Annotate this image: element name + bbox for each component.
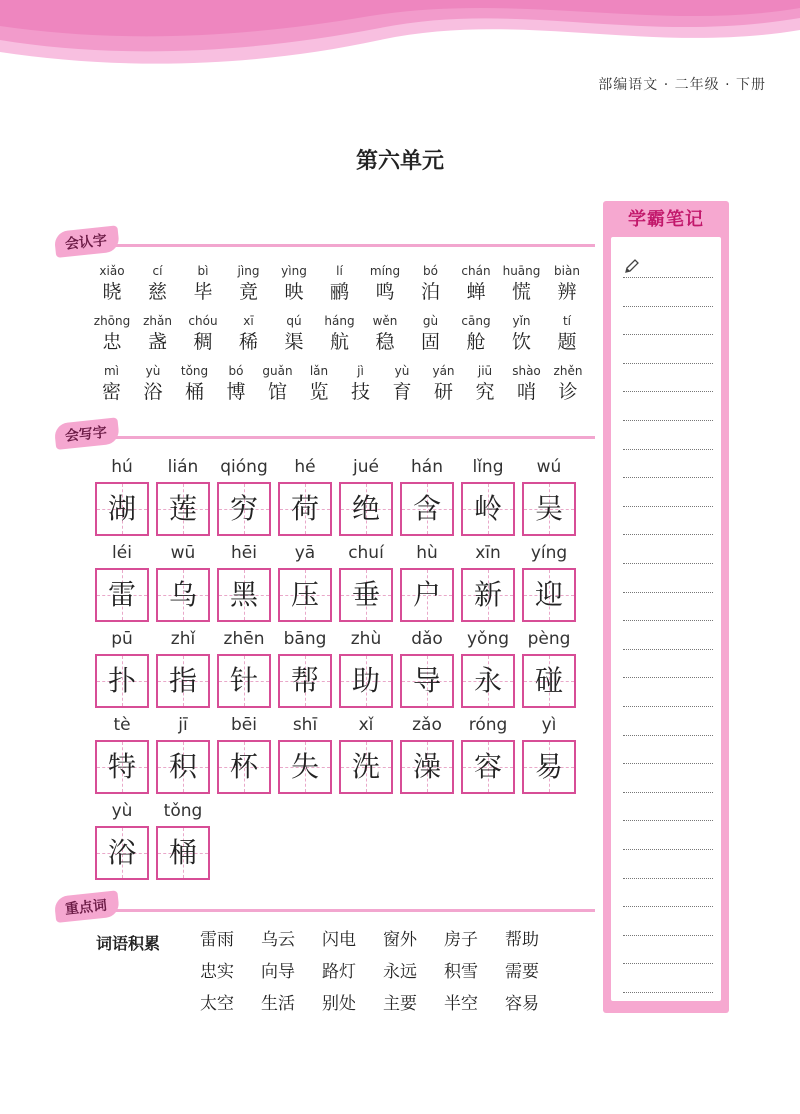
key-word: 窗外: [383, 930, 417, 950]
key-word: 忠实: [200, 962, 234, 982]
pinyin: hú: [111, 457, 133, 477]
write-char: [461, 456, 515, 536]
note-line: [623, 334, 713, 335]
hanzi: 导: [412, 664, 441, 697]
pinyin: lǎn: [309, 364, 329, 378]
tian-grid-box: [95, 740, 149, 794]
pinyin: lǐng: [472, 457, 504, 477]
recognize-char: [178, 312, 228, 354]
pinyin: bēi: [231, 715, 257, 735]
hanzi: 易: [534, 750, 563, 783]
tian-grid-box: [217, 568, 271, 622]
hanzi: 吴: [534, 492, 563, 525]
write-char: [156, 456, 210, 536]
tian-grid-box: [156, 740, 210, 794]
hanzi: 湖: [107, 492, 136, 525]
tian-grid-box: [400, 654, 454, 708]
hanzi: 雷: [107, 578, 136, 611]
section-write: [55, 422, 595, 452]
section-label: 会认字: [54, 225, 120, 258]
pinyin: qú: [286, 314, 302, 328]
note-line: [623, 534, 713, 535]
key-word: 积雪: [444, 962, 478, 982]
tian-grid-box: [522, 568, 576, 622]
recognize-char: [406, 262, 456, 304]
write-char: [278, 714, 332, 794]
hanzi: 户: [412, 578, 441, 611]
hanzi: 晓: [102, 281, 122, 303]
section-key-words: [55, 895, 595, 925]
hanzi: 失: [290, 750, 319, 783]
hanzi: 究: [475, 381, 495, 403]
tian-grid-box: [461, 740, 515, 794]
pinyin: bāng: [283, 629, 327, 649]
recognize-char: [497, 262, 547, 304]
write-char: [339, 714, 393, 794]
recognize-char: [497, 312, 547, 354]
hanzi: 永: [473, 664, 502, 697]
write-char: [400, 456, 454, 536]
notes-title: 学霸笔记: [628, 209, 704, 230]
tian-grid-box: [217, 654, 271, 708]
recognize-char: [542, 312, 592, 354]
key-word: 向导: [261, 962, 295, 982]
write-char: [522, 456, 576, 536]
pinyin: zǎo: [412, 715, 442, 735]
hanzi: 毕: [193, 281, 213, 303]
recognize-char: [269, 262, 319, 304]
hanzi: 压: [290, 578, 319, 611]
note-line: [623, 391, 713, 392]
note-line: [623, 420, 713, 421]
hanzi: 密: [101, 381, 121, 403]
pinyin: chóu: [188, 314, 218, 328]
write-char: [522, 628, 576, 708]
recognize-char: [224, 262, 274, 304]
pinyin: dǎo: [411, 629, 443, 649]
write-char: [400, 714, 454, 794]
recognize-char: [451, 262, 501, 304]
hanzi: 诊: [558, 381, 578, 403]
hanzi: 迎: [534, 578, 563, 611]
note-line: [623, 477, 713, 478]
note-line: [623, 449, 713, 450]
tian-grid-box: [278, 654, 332, 708]
write-char: [95, 714, 149, 794]
recognize-char: [87, 312, 137, 354]
recognize-char: [451, 312, 501, 354]
write-char: [95, 628, 149, 708]
pinyin: cí: [152, 264, 163, 278]
key-word: 路灯: [322, 962, 356, 982]
note-line: [623, 620, 713, 621]
pinyin: zhù: [350, 629, 382, 649]
tian-grid-box: [278, 568, 332, 622]
hanzi: 映: [284, 281, 304, 303]
tian-grid-box: [339, 740, 393, 794]
note-line: [623, 563, 713, 564]
tian-grid-box: [400, 568, 454, 622]
recognize-char: [178, 262, 228, 304]
key-word: 主要: [383, 994, 417, 1014]
pinyin: xǐ: [358, 715, 374, 735]
write-char: [217, 628, 271, 708]
hanzi: 洗: [351, 750, 380, 783]
pinyin: yì: [541, 715, 557, 735]
key-word: 闪电: [322, 930, 356, 950]
pinyin: tǒng: [163, 801, 203, 821]
pinyin: xiǎo: [99, 264, 125, 278]
key-word: 雷雨: [200, 930, 234, 950]
tian-grid-box: [156, 482, 210, 536]
pinyin: bì: [197, 264, 209, 278]
hanzi: 特: [107, 750, 136, 783]
hanzi: 航: [329, 331, 349, 353]
tian-grid-box: [461, 568, 515, 622]
section-label: 重点词: [54, 890, 120, 923]
pinyin: yù: [394, 364, 410, 378]
note-line: [623, 792, 713, 793]
write-char: [217, 542, 271, 622]
book-title: 部编语文 · 二年级 · 下册: [598, 77, 766, 93]
hanzi: 桶: [168, 836, 197, 869]
tian-grid-box: [95, 568, 149, 622]
write-char: [217, 456, 271, 536]
write-char: [156, 800, 210, 880]
hanzi: 澡: [412, 750, 441, 783]
write-char: [156, 628, 210, 708]
pinyin: qióng: [220, 457, 268, 477]
pinyin: yíng: [530, 543, 568, 563]
note-line: [623, 849, 713, 850]
note-line: [623, 649, 713, 650]
hanzi: 辨: [557, 281, 577, 303]
note-line: [623, 592, 713, 593]
pinyin: xīn: [475, 543, 501, 563]
hanzi: 乌: [168, 578, 197, 611]
hanzi: 碰: [534, 664, 563, 697]
note-line: [623, 277, 713, 278]
tian-grid-box: [217, 482, 271, 536]
tian-grid-box: [522, 482, 576, 536]
hanzi: 杯: [229, 750, 258, 783]
tian-grid-box: [339, 654, 393, 708]
tian-grid-box: [278, 482, 332, 536]
hanzi: 莲: [168, 492, 197, 525]
key-word: 乌云: [261, 930, 295, 950]
note-line: [623, 935, 713, 936]
hanzi: 稳: [375, 331, 395, 353]
write-char: [95, 800, 149, 880]
pinyin: lí: [336, 264, 343, 278]
tian-grid-box: [95, 654, 149, 708]
pinyin: zhēn: [223, 629, 265, 649]
pinyin: jué: [353, 457, 379, 477]
hanzi: 竟: [238, 281, 258, 303]
write-char: [339, 456, 393, 536]
hanzi: 育: [392, 381, 412, 403]
key-word: 需要: [505, 962, 539, 982]
pinyin: shào: [512, 364, 541, 378]
hanzi: 题: [557, 331, 577, 353]
note-line: [623, 820, 713, 821]
pinyin: yǐn: [512, 314, 531, 328]
pinyin: lián: [167, 457, 199, 477]
pinyin: yā: [294, 543, 316, 563]
write-char: [339, 628, 393, 708]
pinyin: bó: [228, 364, 244, 378]
note-line: [623, 963, 713, 964]
note-line: [623, 363, 713, 364]
tian-grid-box: [95, 482, 149, 536]
write-char: [278, 628, 332, 708]
pinyin: yù: [111, 801, 133, 821]
hanzi: 针: [229, 664, 258, 697]
hanzi: 黑: [229, 578, 258, 611]
write-char: [217, 714, 271, 794]
notes-paper[interactable]: [611, 237, 721, 1001]
recognize-char: [87, 262, 137, 304]
hanzi: 含: [412, 492, 441, 525]
section-divider: [115, 909, 595, 912]
hanzi: 稠: [193, 331, 213, 353]
note-line: [623, 906, 713, 907]
pinyin: xī: [243, 314, 254, 328]
pinyin: shī: [292, 715, 318, 735]
write-char: [400, 542, 454, 622]
recognize-char: [543, 362, 593, 404]
pinyin: chuí: [348, 543, 384, 563]
hanzi: 泊: [420, 281, 440, 303]
write-char: [156, 542, 210, 622]
pinyin: hán: [411, 457, 443, 477]
note-line: [623, 992, 713, 993]
pinyin: háng: [324, 314, 355, 328]
hanzi: 桶: [184, 381, 204, 403]
pencil-icon: [623, 257, 641, 275]
pinyin: wěn: [372, 314, 398, 328]
note-line: [623, 306, 713, 307]
tian-grid-box: [339, 568, 393, 622]
section-recognize: [55, 230, 595, 260]
hanzi: 稀: [238, 331, 258, 353]
key-word: 半空: [444, 994, 478, 1014]
tian-grid-box: [339, 482, 393, 536]
write-char: [461, 714, 515, 794]
pinyin: míng: [369, 264, 401, 278]
key-word: 别处: [322, 994, 356, 1014]
hanzi: 鸣: [375, 281, 395, 303]
recognize-char: [406, 312, 456, 354]
pinyin: cāng: [461, 314, 491, 328]
write-char: [339, 542, 393, 622]
pinyin: jī: [178, 715, 188, 735]
hanzi: 览: [309, 381, 329, 403]
tian-grid-box: [461, 482, 515, 536]
pinyin: hēi: [231, 543, 257, 563]
hanzi: 忠: [102, 331, 122, 353]
hanzi: 慈: [147, 281, 167, 303]
key-word: 太空: [200, 994, 234, 1014]
unit-title: 第六单元: [355, 149, 444, 174]
hanzi: 渠: [284, 331, 304, 353]
pinyin: pū: [111, 629, 133, 649]
pinyin: tǒng: [180, 364, 209, 378]
pinyin: yìng: [281, 264, 307, 278]
tian-grid-box: [156, 654, 210, 708]
pinyin: yù: [145, 364, 161, 378]
tian-grid-box: [522, 740, 576, 794]
tian-grid-box: [522, 654, 576, 708]
tian-grid-box: [400, 482, 454, 536]
recognize-char: [360, 262, 410, 304]
write-char: [400, 628, 454, 708]
recognize-char: [224, 312, 274, 354]
write-char: [95, 456, 149, 536]
pinyin: biàn: [554, 264, 580, 278]
hanzi: 舱: [466, 331, 486, 353]
key-word: 帮助: [505, 930, 539, 950]
hanzi: 荷: [290, 492, 319, 525]
note-line: [623, 677, 713, 678]
pinyin: tè: [113, 715, 131, 735]
pinyin: gù: [422, 314, 439, 328]
hanzi: 帮: [290, 664, 319, 697]
pinyin: mì: [103, 364, 120, 378]
hanzi: 技: [350, 381, 370, 403]
pinyin: wú: [536, 457, 562, 477]
key-words-heading: 词语积累: [96, 934, 161, 953]
write-char: [522, 542, 576, 622]
hanzi: 岭: [473, 492, 502, 525]
tian-grid-box: [156, 826, 210, 880]
note-line: [623, 763, 713, 764]
write-char: [461, 542, 515, 622]
pinyin: yǒng: [466, 629, 510, 649]
tian-grid-box: [156, 568, 210, 622]
hanzi: 助: [351, 664, 380, 697]
note-line: [623, 735, 713, 736]
hanzi: 浴: [107, 836, 136, 869]
hanzi: 蝉: [466, 281, 486, 303]
pinyin: zhěn: [553, 364, 583, 378]
pinyin: yán: [432, 364, 455, 378]
pinyin: jì: [357, 364, 364, 378]
hanzi: 浴: [143, 381, 163, 403]
note-line: [623, 706, 713, 707]
key-word: 永远: [383, 962, 417, 982]
pinyin: hé: [294, 457, 316, 477]
hanzi: 垂: [351, 578, 380, 611]
hanzi: 馆: [267, 381, 287, 403]
hanzi: 饮: [511, 331, 531, 353]
hanzi: 穷: [229, 492, 258, 525]
pinyin: bó: [423, 264, 438, 278]
write-char: [461, 628, 515, 708]
hanzi: 博: [226, 381, 246, 403]
recognize-char: [360, 312, 410, 354]
pinyin: zhōng: [93, 314, 131, 328]
note-line: [623, 878, 713, 879]
note-line: [623, 506, 713, 507]
hanzi: 指: [168, 664, 197, 697]
hanzi: 绝: [351, 492, 380, 525]
recognize-char: [315, 312, 365, 354]
pinyin: jiū: [477, 364, 493, 378]
tian-grid-box: [217, 740, 271, 794]
write-char: [95, 542, 149, 622]
recognize-char: [542, 262, 592, 304]
pinyin: chán: [461, 264, 491, 278]
write-char: [278, 456, 332, 536]
write-char: [522, 714, 576, 794]
tian-grid-box: [95, 826, 149, 880]
pinyin: jìng: [237, 264, 260, 278]
hanzi: 容: [473, 750, 502, 783]
hanzi: 研: [433, 381, 453, 403]
pinyin: guǎn: [262, 364, 293, 378]
tian-grid-box: [461, 654, 515, 708]
recognize-char: [315, 262, 365, 304]
pinyin: wū: [170, 543, 196, 563]
section-divider: [115, 244, 595, 247]
write-char: [278, 542, 332, 622]
hanzi: 积: [168, 750, 197, 783]
tian-grid-box: [278, 740, 332, 794]
recognize-char: [133, 262, 183, 304]
recognize-char: [133, 312, 183, 354]
section-divider: [115, 436, 595, 439]
write-char: [156, 714, 210, 794]
key-word: 生活: [261, 994, 295, 1014]
hanzi: 扑: [107, 664, 136, 697]
hanzi: 新: [473, 578, 502, 611]
tian-grid-box: [400, 740, 454, 794]
notes-panel: [603, 201, 729, 1013]
pinyin: hù: [416, 543, 438, 563]
section-label: 会写字: [54, 417, 120, 450]
pinyin: zhǎn: [143, 314, 172, 328]
key-word: 房子: [444, 930, 478, 950]
pinyin: léi: [112, 543, 132, 563]
pinyin: pèng: [527, 629, 571, 649]
pinyin: tí: [562, 314, 572, 328]
hanzi: 鹂: [329, 281, 349, 303]
pinyin: róng: [468, 715, 508, 735]
hanzi: 盏: [147, 331, 167, 353]
pinyin: zhǐ: [170, 629, 196, 649]
pinyin: huāng: [502, 264, 541, 278]
hanzi: 慌: [511, 281, 531, 303]
hanzi: 哨: [516, 381, 536, 403]
hanzi: 固: [420, 331, 440, 353]
recognize-char: [269, 312, 319, 354]
key-word: 容易: [505, 994, 539, 1014]
